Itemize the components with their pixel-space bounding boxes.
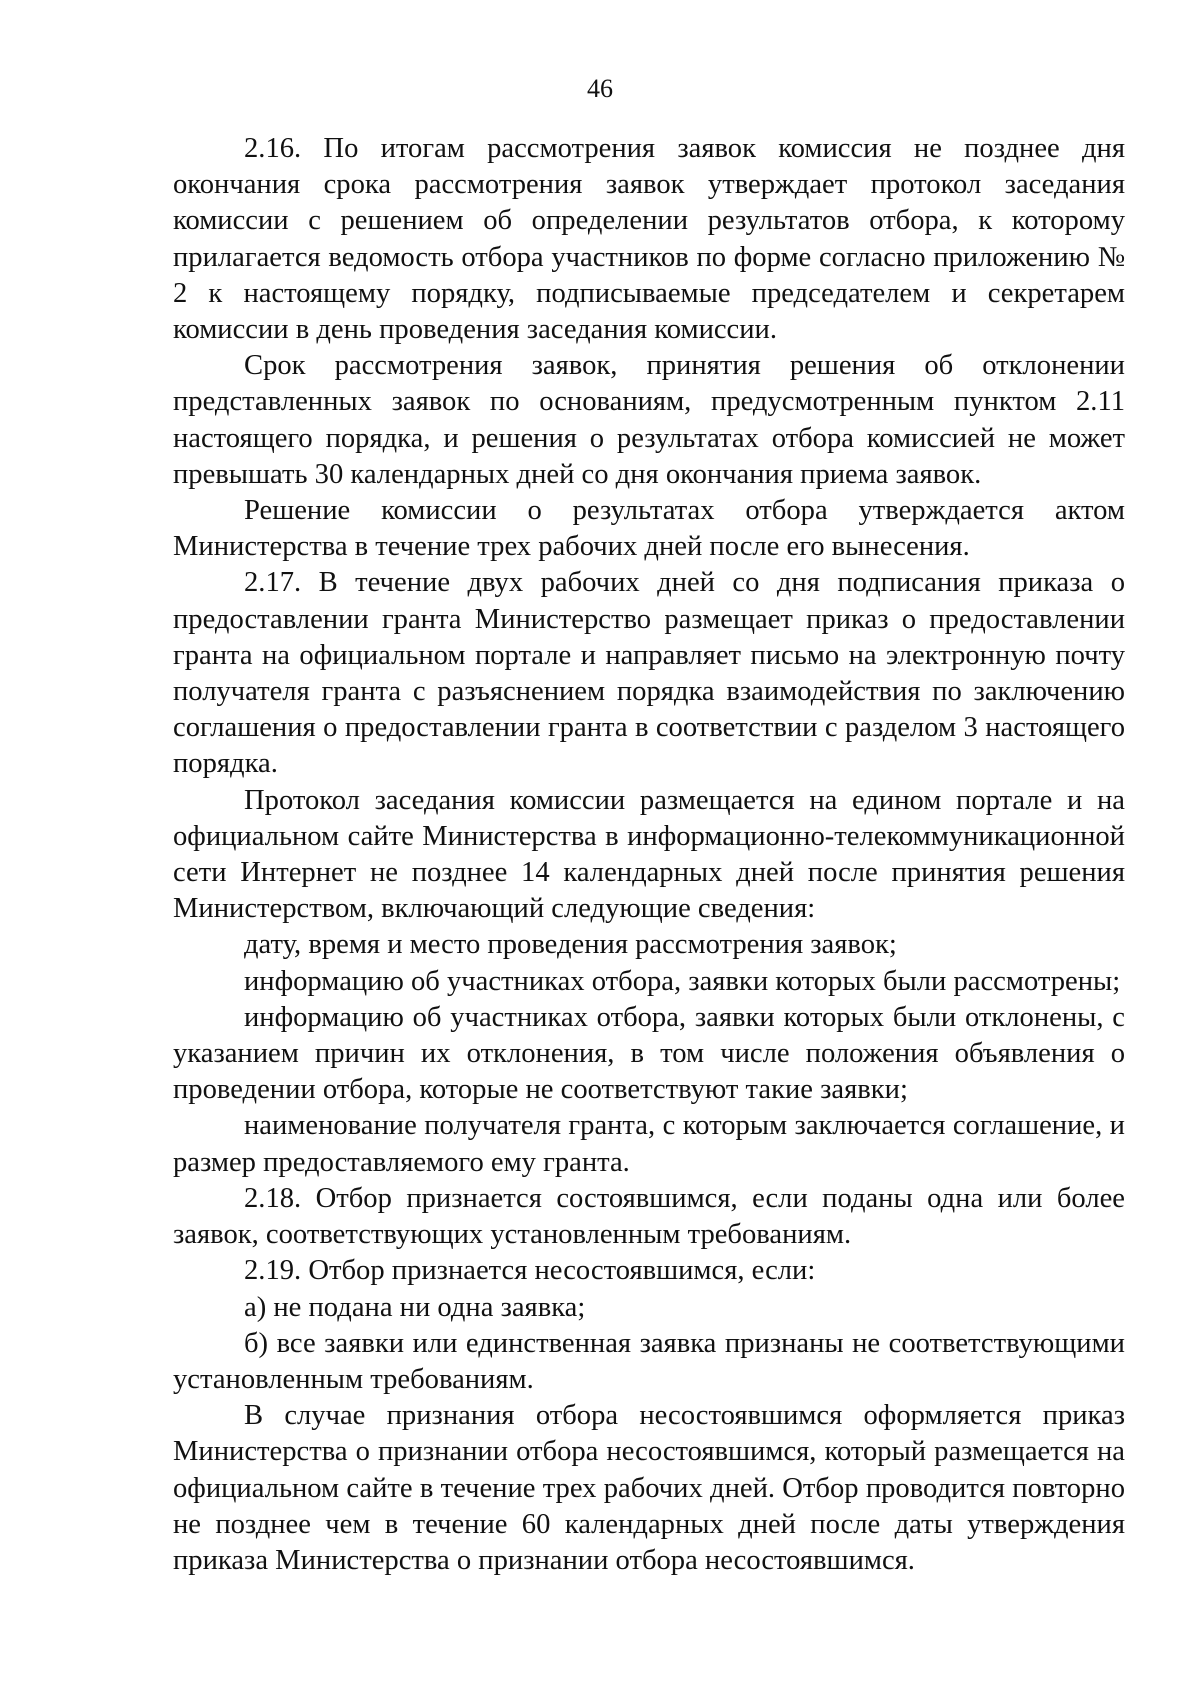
- list-item-b: б) все заявки или единственная заявка признаны не соответствующими установленным требованиям.: [173, 1327, 1125, 1395]
- list-item-date-time-place: дату, время и место проведения рассмотрения заявок;: [244, 929, 897, 961]
- document-body: [173, 131, 1125, 1579]
- paragraph-2-16: 2.16. По итогам рассмотрения заявок комиссия не позднее дня окончания срока рассмотрения заявок утверждает протокол заседания комиссии с решением об определении результатов отбора, к которому прилагается ведомость отбора участников по форме согласно приложению № 2 к настоящему порядку, подписываемые председателем и секретарем комиссии в день проведения заседания комиссии.: [173, 133, 1125, 346]
- page-number: 46: [587, 74, 613, 103]
- list-item-a: а) не подана ни одна заявка;: [244, 1291, 586, 1323]
- paragraph-2-19: 2.19. Отбор признается несостоявшимся, если:: [244, 1255, 816, 1287]
- list-item-grant-recipient: наименование получателя гранта, с которым заключается соглашение, и размер предоставляемого ему гранта.: [173, 1110, 1125, 1178]
- list-item-reviewed-participants: информацию об участниках отбора, заявки которых были рассмотрены;: [244, 965, 1121, 997]
- paragraph-protocol-publication: Протокол заседания комиссии размещается на едином портале и на официальном сайте Министерства в информационно-телекоммуникационной сети Интернет не позднее 14 календарных дней после принятия решения Министерством, включающий следующие сведения:: [173, 784, 1125, 925]
- paragraph-commission-decision: Решение комиссии о результатах отбора утверждается актом Министерства в течение трех рабочих дней после его вынесения.: [173, 495, 1125, 563]
- paragraph-failed-selection: В случае признания отбора несостоявшимся оформляется приказ Министерства о признании отбора несостоявшимся, который размещается на официальном сайте в течение трех рабочих дней. Отбор проводится повторно не позднее чем в течение 60 календарных дней после даты утверждения приказа Министерства о признании отбора несостоявшимся.: [173, 1400, 1125, 1576]
- paragraph-review-term: Срок рассмотрения заявок, принятия решения об отклонении представленных заявок по основаниям, предусмотренным пунктом 2.11 настоящего порядка, и решения о результатах отбора комиссией не может превышать 30 календарных дней со дня окончания приема заявок.: [173, 350, 1125, 490]
- paragraph-2-18: 2.18. Отбор признается состоявшимся, если поданы одна или более заявок, соответствующих установленным требованиям.: [173, 1182, 1125, 1251]
- list-item-rejected-participants: информацию об участниках отбора, заявки которых были отклонены, с указанием причин их отклонения, в том числе положения объявления о проведении отбора, которые не соответствуют такие заявки;: [173, 1001, 1125, 1106]
- paragraph-2-17: 2.17. В течение двух рабочих дней со дня подписания приказа о предоставлении гранта Министерство размещает приказ о предоставлении гранта на официальном портале и направляет письмо на электронную почту получателя гранта с разъяснением порядка взаимодействия по заключению соглашения о предоставлении гранта в соответствии с разделом 3 настоящего порядка.: [173, 567, 1125, 780]
